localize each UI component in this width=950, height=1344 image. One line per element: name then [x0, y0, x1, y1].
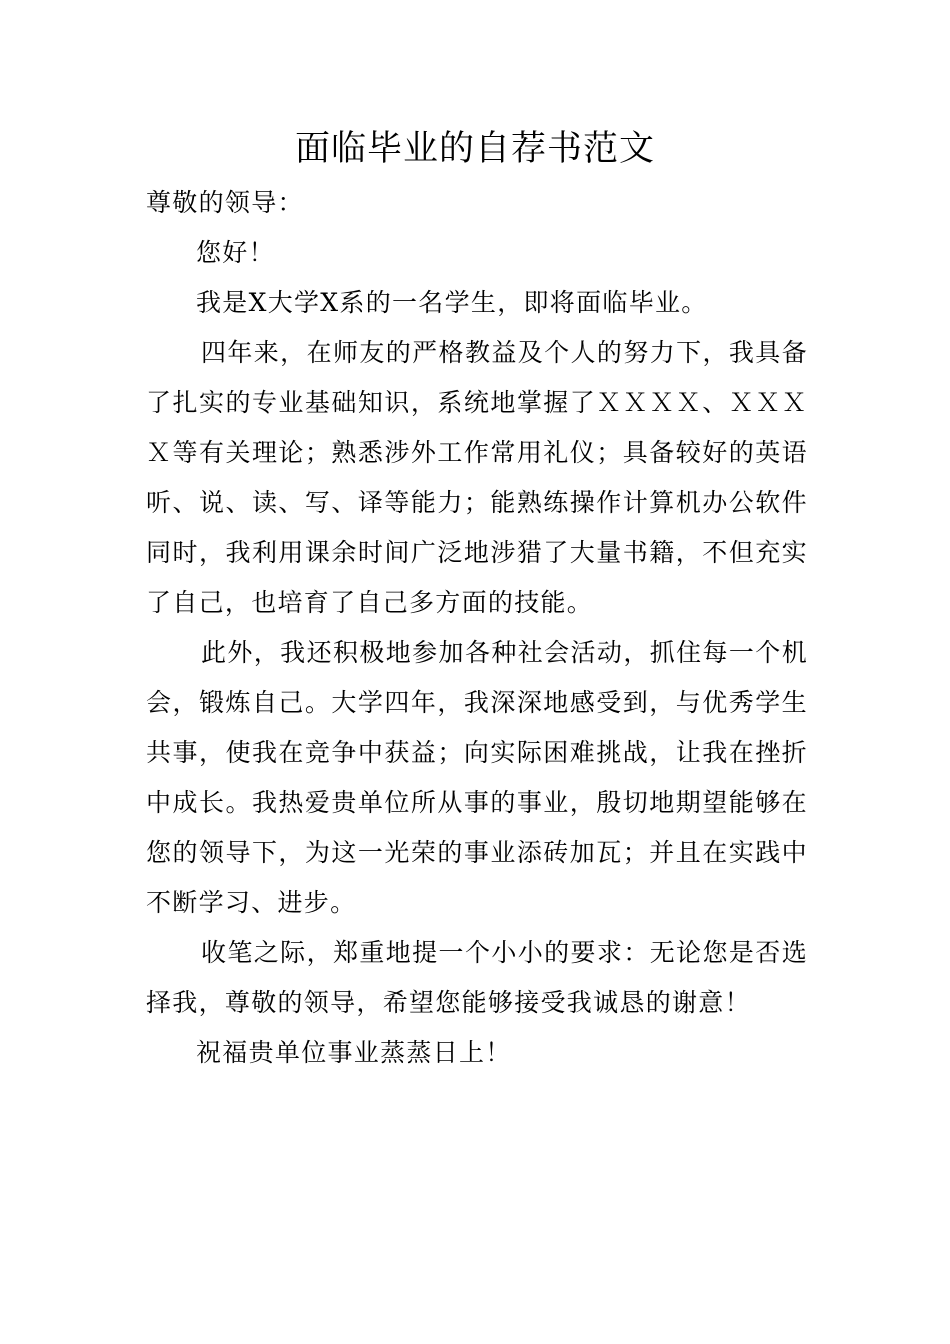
closing-paragraph: 祝福贵单位事业蒸蒸日上！	[196, 1038, 512, 1067]
greeting-paragraph: 您好！	[196, 238, 275, 267]
skills-paragraph: 四年来，在师友的严格教益及个人的努力下，我具备了扎实的专业基础知识，系统地掌握了ＸＸＸＸ、ＸＸＸＸ等有关理论；熟悉涉外工作常用礼仪；具备较好的英语听、说、读、写、译等能力；能熟练操作计算机办公软件同时，我利用课余时间广泛地涉猎了大量书籍，不但充实了自己，也培育了自己多方面的技能。	[146, 338, 808, 617]
salutation: 尊敬的领导：	[146, 188, 304, 217]
request-paragraph: 收笔之际，郑重地提一个小小的要求：无论您是否选择我，尊敬的领导，希望您能够接受我诚恳的谢意！	[146, 938, 808, 1017]
intro-paragraph: 我是X大学X系的一名学生，即将面临毕业。	[196, 288, 708, 317]
document-title: 面临毕业的自荐书范文	[294, 129, 655, 169]
document-body	[146, 178, 808, 1078]
activities-paragraph: 此外，我还积极地参加各种社会活动，抓住每一个机会，锻炼自己。大学四年，我深深地感受到，与优秀学生共事，使我在竞争中获益；向实际困难挑战，让我在挫折中成长。我热爱贵单位所从事的事业，殷切地期望能够在您的领导下，为这一光荣的事业添砖加瓦；并且在实践中不断学习、进步。	[146, 638, 808, 917]
